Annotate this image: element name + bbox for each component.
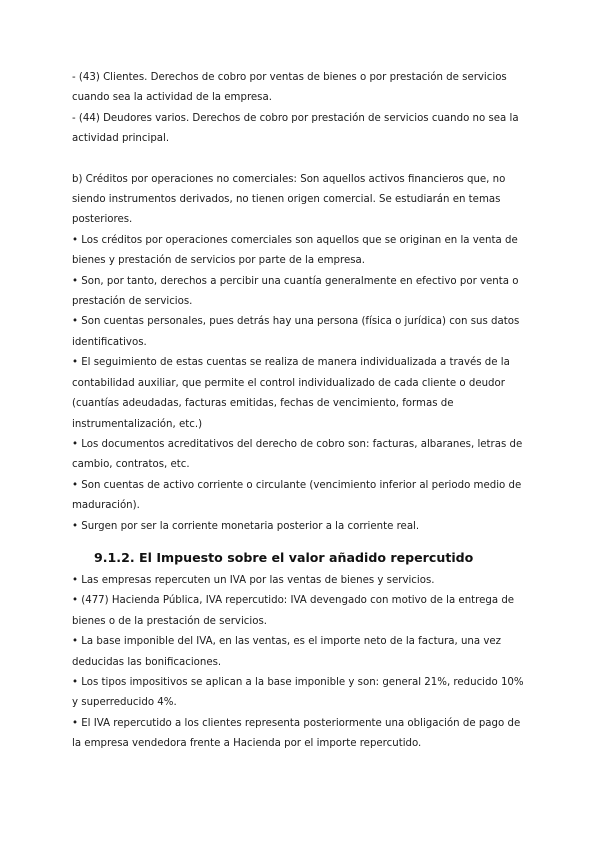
bullet-base-imponible: • La base imponible del IVA, en las ventas, es el importe neto de la factura, una vez deducidas las bonificaciones. xyxy=(72,636,501,668)
bullet-cuentas-personales: • Son cuentas personales, pues detrás hay una persona (física o jurídica) con sus datos identificativos. xyxy=(72,316,520,348)
bullet-hacienda-publica: • (477) Hacienda Pública, IVA repercutido: IVA devengado con motivo de la entrega de bienes o de la prestación de servicios. xyxy=(72,595,515,627)
spacer xyxy=(72,150,532,170)
bullet-tipos-impositivos: • Los tipos impositivos se aplican a la base imponible y son: general 21%, reducido 10% y superreducido 4%. xyxy=(72,676,524,709)
paragraph-deudores-varios: - (44) Deudores varios. Derechos de cobro por prestación de servicios cuando no sea la actividad principal. xyxy=(72,112,519,145)
paragraph-creditos-no-comerciales: b) Créditos por operaciones no comerciales: Son aquellos activos financieros que, no siendo instrumentos derivados, no tienen origen comercial. Se estudiarán en temas posteriores. xyxy=(72,173,506,226)
bullet-activo-corriente: • Son cuentas de activo corriente o circulante (vencimiento inferior al periodo medio de maduración). xyxy=(72,479,522,512)
paragraph-clientes: - (43) Clientes. Derechos de cobro por ventas de bienes o por prestación de servicios cuando sea la actividad de la empresa. xyxy=(72,72,507,104)
bullet-derechos-percibir: • Son, por tanto, derechos a percibir una cuantía generalmente en efectivo por venta o prestación de servicios. xyxy=(72,275,519,308)
bullet-documentos: • Los documentos acreditativos del derecho de cobro son: facturas, albaranes, letras de cambio, contratos, etc. xyxy=(72,438,523,471)
section-heading: 9.1.2. El Impuesto sobre el valor añadido repercutido xyxy=(94,549,474,565)
bullet-iva-repercutido: • El IVA repercutido a los clientes representa posteriormente una obligación de pago de la empresa vendedora frente a Hacienda por el importe repercutido. xyxy=(72,717,521,750)
bullet-corriente-monetaria: • Surgen por ser la corriente monetaria posterior a la corriente real. xyxy=(72,520,420,532)
document-page xyxy=(72,68,532,755)
bullet-seguimiento: • El seguimiento de estas cuentas se realiza de manera individualizada a través de la contabilidad auxiliar, que permite el control individualizado de cada cliente o deudor (cuantías adeudadas, facturas emitidas, fechas de vencimiento, formas de instrumentalización, etc.) xyxy=(72,357,510,430)
bullet-empresas-repercuten: • Las empresas repercuten un IVA por las ventas de bienes y servicios. xyxy=(72,574,435,586)
bullet-creditos-comerciales: • Los créditos por operaciones comerciales son aquellos que se originan en la venta de bienes y prestación de servicios por parte de la empresa. xyxy=(72,234,518,267)
